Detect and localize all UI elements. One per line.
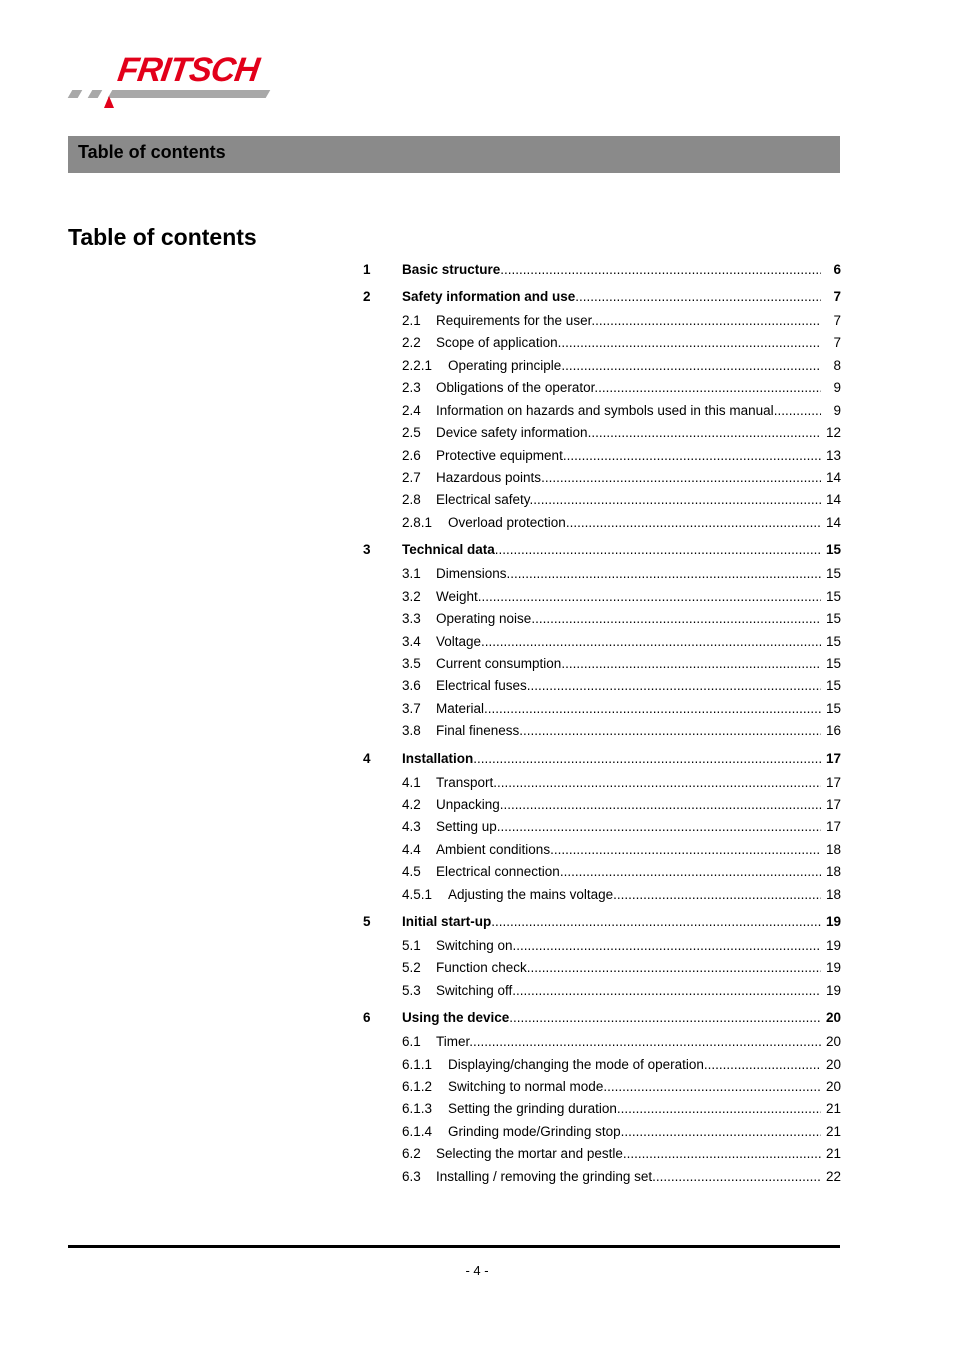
toc-entry-title-leader [436,981,821,1001]
toc-entry-number: 3.3 [402,611,421,626]
logo-dash [88,90,103,98]
toc-entry-page: 14 [825,470,841,485]
toc-entry-page: 19 [825,983,841,998]
toc-entry-title-leader [436,378,821,398]
toc-entry-title-leader [448,885,821,905]
toc-entry-number: 4 [363,751,371,766]
toc-entry-page: 13 [825,448,841,463]
toc-entry-title-leader [448,1077,821,1097]
toc-entry[interactable] [363,749,841,769]
toc-entry-title: Operating noise [436,611,532,626]
toc-entry-title: Overload protection [448,515,566,530]
logo-triangle [104,96,114,108]
toc-entry-page: 8 [833,358,841,373]
toc-entry-title: Timer [436,1034,470,1049]
toc-entry-title-leader [436,936,821,956]
toc-entry-title: Ambient conditions [436,842,551,857]
toc-entry-page: 21 [825,1146,841,1161]
toc-entry-number: 2.4 [402,403,421,418]
toc-entry-number: 3.1 [402,566,421,581]
toc-entry-title-leader [436,446,821,466]
toc-entry-title-leader [436,676,821,696]
toc-entry-number: 3.8 [402,723,421,738]
toc-entry-title: Technical data [402,542,495,557]
toc-entry-title: Current consumption [436,656,562,671]
toc-entry[interactable] [363,378,841,398]
toc-entry-number: 2.6 [402,448,421,463]
toc-entry-page: 17 [825,751,841,766]
toc-entry-title-leader [436,654,821,674]
toc-entry-title: Selecting the mortar and pestle [436,1146,623,1161]
toc-entry-page: 20 [825,1057,841,1072]
toc-entry-number: 5 [363,914,371,929]
toc-entry[interactable] [363,468,841,488]
toc-entry-title: Grinding mode/Grinding stop [448,1124,621,1139]
toc-entry-number: 6.1.1 [402,1057,433,1072]
toc-entry-page: 15 [825,678,841,693]
toc-entry-title-leader [436,958,821,978]
toc-entry-page: 16 [825,723,841,738]
toc-entry[interactable] [363,1032,841,1052]
toc-entry-title-leader [436,468,821,488]
toc-entry[interactable] [363,721,841,741]
toc-entry-number: 4.1 [402,775,421,790]
toc-entry-number: 6.1.3 [402,1101,433,1116]
toc-entry-page: 21 [825,1124,841,1139]
toc-entry-title-leader [436,632,821,652]
toc-entry-title: Electrical connection [436,864,560,879]
toc-entry-page: 20 [825,1034,841,1049]
toc-entry-title: Switching off [436,983,513,998]
toc-entry-number: 5.3 [402,983,421,998]
toc-entry[interactable] [363,540,841,560]
toc-entry-title: Obligations of the operator [436,380,595,395]
toc-entry-number: 2.5 [402,425,421,440]
toc-entry-title-leader [448,1122,821,1142]
toc-entry[interactable] [363,1099,841,1119]
toc-entry-page: 22 [825,1169,841,1184]
toc-entry-page: 18 [825,842,841,857]
page-title: Table of contents [68,224,257,250]
toc-entry-title-leader [436,699,821,719]
toc-entry-number: 4.3 [402,819,421,834]
toc-entry-number: 2.8.1 [402,515,433,530]
toc-entry[interactable] [363,936,841,956]
toc-entry-title-leader [402,540,821,560]
toc-entry-page: 15 [825,542,841,557]
toc-entry-number: 3.5 [402,656,421,671]
toc-entry-number: 2 [363,289,371,304]
toc-entry-title: Requirements for the user [436,313,592,328]
toc-entry-title-leader [402,260,821,280]
toc-entry-title: Safety information and use [402,289,576,304]
toc-entry-title-leader [436,840,821,860]
toc-entry-title-leader [448,1099,821,1119]
toc-entry-number: 3.6 [402,678,421,693]
toc-entry[interactable] [363,795,841,815]
toc-entry-title: Switching to normal mode [448,1079,604,1094]
toc-entry-title-leader [402,749,821,769]
toc-entry-title: Device safety information [436,425,588,440]
toc-entry-number: 6.3 [402,1169,421,1184]
toc-entry-page: 15 [825,656,841,671]
toc-entry[interactable] [363,356,841,376]
toc-entry[interactable] [363,1008,841,1028]
toc-entry-title-leader [436,490,821,510]
toc-entry-title: Function check [436,960,527,975]
toc-entry-title: Switching on [436,938,513,953]
toc-entry[interactable] [363,912,841,932]
toc-entry-page: 14 [825,515,841,530]
toc-entry-page: 19 [825,938,841,953]
toc-entry-title-leader [436,311,821,331]
toc-entry-number: 3.7 [402,701,421,716]
toc-entry-page: 14 [825,492,841,507]
toc-entry-page: 15 [825,566,841,581]
toc-entry-title: Operating principle [448,358,562,373]
toc-entry[interactable] [363,401,841,421]
toc-entry-page: 17 [825,775,841,790]
toc-entry[interactable] [363,1077,841,1097]
page-number: - 4 - [465,1263,489,1278]
toc-entry-title-leader [436,401,821,421]
toc-entry-title-leader [436,423,821,443]
section-header-bar [68,136,840,173]
toc-entry-title: Scope of application [436,335,558,350]
toc-entry[interactable] [363,609,841,629]
toc-entry-number: 2.7 [402,470,421,485]
toc-entry-page: 21 [825,1101,841,1116]
logo-dash [68,90,83,98]
logo-text: FRITSCH [115,51,261,89]
toc-entry-page: 19 [825,914,841,929]
toc-entry-title-leader [436,795,821,815]
toc-entry-page: 7 [833,335,841,350]
toc-entry-number: 4.5 [402,864,421,879]
toc-entry-title-leader [436,1032,821,1052]
toc-entry[interactable] [363,333,841,353]
logo-bar [108,90,271,98]
toc-entry-number: 3.4 [402,634,421,649]
toc-entry-page: 7 [833,289,841,304]
toc-entry-title-leader [436,817,821,837]
toc-entry-title: Weight [436,589,478,604]
toc-entry-title: Unpacking [436,797,500,812]
toc-entry[interactable] [363,287,841,307]
toc-entry[interactable] [363,587,841,607]
toc-entry[interactable] [363,1167,841,1187]
toc-entry[interactable] [363,654,841,674]
toc-entry[interactable] [363,885,841,905]
toc-entry[interactable] [363,840,841,860]
toc-entry-title-leader [402,287,821,307]
toc-entry-title-leader [436,1167,821,1187]
toc-entry[interactable] [363,260,841,280]
toc-entry-title: Material [436,701,485,716]
toc-entry-page: 19 [825,960,841,975]
toc-entry-title: Adjusting the mains voltage [448,887,614,902]
toc-entry[interactable] [363,490,841,510]
toc-entry-title-leader [436,1144,821,1164]
section-header-title: Table of contents [78,142,226,162]
footer-divider [68,1245,840,1248]
toc-entry-number: 1 [363,262,371,277]
toc-entry-number: 3.2 [402,589,421,604]
toc-entry[interactable] [363,958,841,978]
toc-entry-title: Using the device [402,1010,510,1025]
toc-entry[interactable] [363,1144,841,1164]
toc-entry-title-leader [448,356,821,376]
toc-entry-number: 2.3 [402,380,421,395]
toc-entry[interactable] [363,676,841,696]
toc-entry-title: Installation [402,751,474,766]
toc-entry-title: Initial start-up [402,914,492,929]
toc-entry-title-leader [436,721,821,741]
toc-entry[interactable] [363,423,841,443]
toc-entry[interactable] [363,773,841,793]
toc-entry[interactable] [363,699,841,719]
toc-entry-page: 15 [825,701,841,716]
toc-entry-number: 5.2 [402,960,421,975]
toc-entry[interactable] [363,862,841,882]
toc-entry-page: 18 [825,864,841,879]
toc-entry-page: 9 [833,403,841,418]
toc-entry-number: 4.4 [402,842,421,857]
toc-entry-number: 2.2 [402,335,421,350]
toc-entry-page: 9 [833,380,841,395]
toc-entry-page: 15 [825,589,841,604]
toc-entry-title-leader [448,1055,821,1075]
toc-entry-page: 12 [825,425,841,440]
toc-entry-page: 6 [833,262,841,277]
toc-entry-title: Displaying/changing the mode of operation [448,1057,704,1072]
toc-entry-page: 15 [825,634,841,649]
toc-entry-title-leader [436,609,821,629]
toc-entry[interactable] [363,1055,841,1075]
toc-entry-page: 15 [825,611,841,626]
toc-entry-title: Final fineness [436,723,520,738]
toc-entry-number: 6 [363,1010,371,1025]
toc-entry-title-leader [436,862,821,882]
toc-entry-title-leader [402,1008,821,1028]
toc-entry-title-leader [436,333,821,353]
toc-entry-number: 3 [363,542,371,557]
toc-entry-number: 6.1 [402,1034,421,1049]
toc-entry-page: 17 [825,819,841,834]
toc-entry-number: 2.8 [402,492,421,507]
toc-entry-number: 6.2 [402,1146,421,1161]
toc-entry-page: 18 [825,887,841,902]
toc-entry-number: 2.1 [402,313,421,328]
toc-entry[interactable] [363,1122,841,1142]
toc-entry-number: 6.1.2 [402,1079,433,1094]
toc-entry-title: Installing / removing the grinding set [436,1169,653,1184]
toc-entry-page: 17 [825,797,841,812]
toc-entry[interactable] [363,513,841,533]
toc-entry[interactable] [363,311,841,331]
toc-entry[interactable] [363,564,841,584]
toc-entry-page: 20 [825,1079,841,1094]
toc-entry-title: Electrical safety [436,492,530,507]
toc-entry-page: 7 [833,313,841,328]
toc-entry[interactable] [363,981,841,1001]
toc-entry-title: Voltage [436,634,482,649]
toc-entry[interactable] [363,817,841,837]
toc-entry-number: 6.1.4 [402,1124,433,1139]
toc-entry-title: Protective equipment [436,448,563,463]
toc-entry-title-leader [448,513,821,533]
toc-entry-title-leader [436,587,821,607]
toc-entry-title: Dimensions [436,566,507,581]
toc-entry[interactable] [363,632,841,652]
toc-entry-number: 4.5.1 [402,887,433,902]
toc-entry-number: 2.2.1 [402,358,433,373]
toc-entry[interactable] [363,446,841,466]
toc-entry-title: Transport [436,775,494,790]
toc-entry-title-leader [436,773,821,793]
toc-entry-title: Basic structure [402,262,501,277]
fritsch-logo [66,52,286,114]
toc-entry-number: 5.1 [402,938,421,953]
toc-entry-title-leader [436,564,821,584]
toc-entry-title-leader [402,912,821,932]
toc-entry-number: 4.2 [402,797,421,812]
toc-entry-title: Information on hazards and symbols used in this manual [436,403,774,418]
toc-entry-page: 20 [825,1010,841,1025]
toc-entry-title: Setting up [436,819,497,834]
toc-entry-title: Hazardous points [436,470,542,485]
toc-entry-title: Setting the grinding duration [448,1101,617,1116]
toc-entry-title: Electrical fuses [436,678,527,693]
